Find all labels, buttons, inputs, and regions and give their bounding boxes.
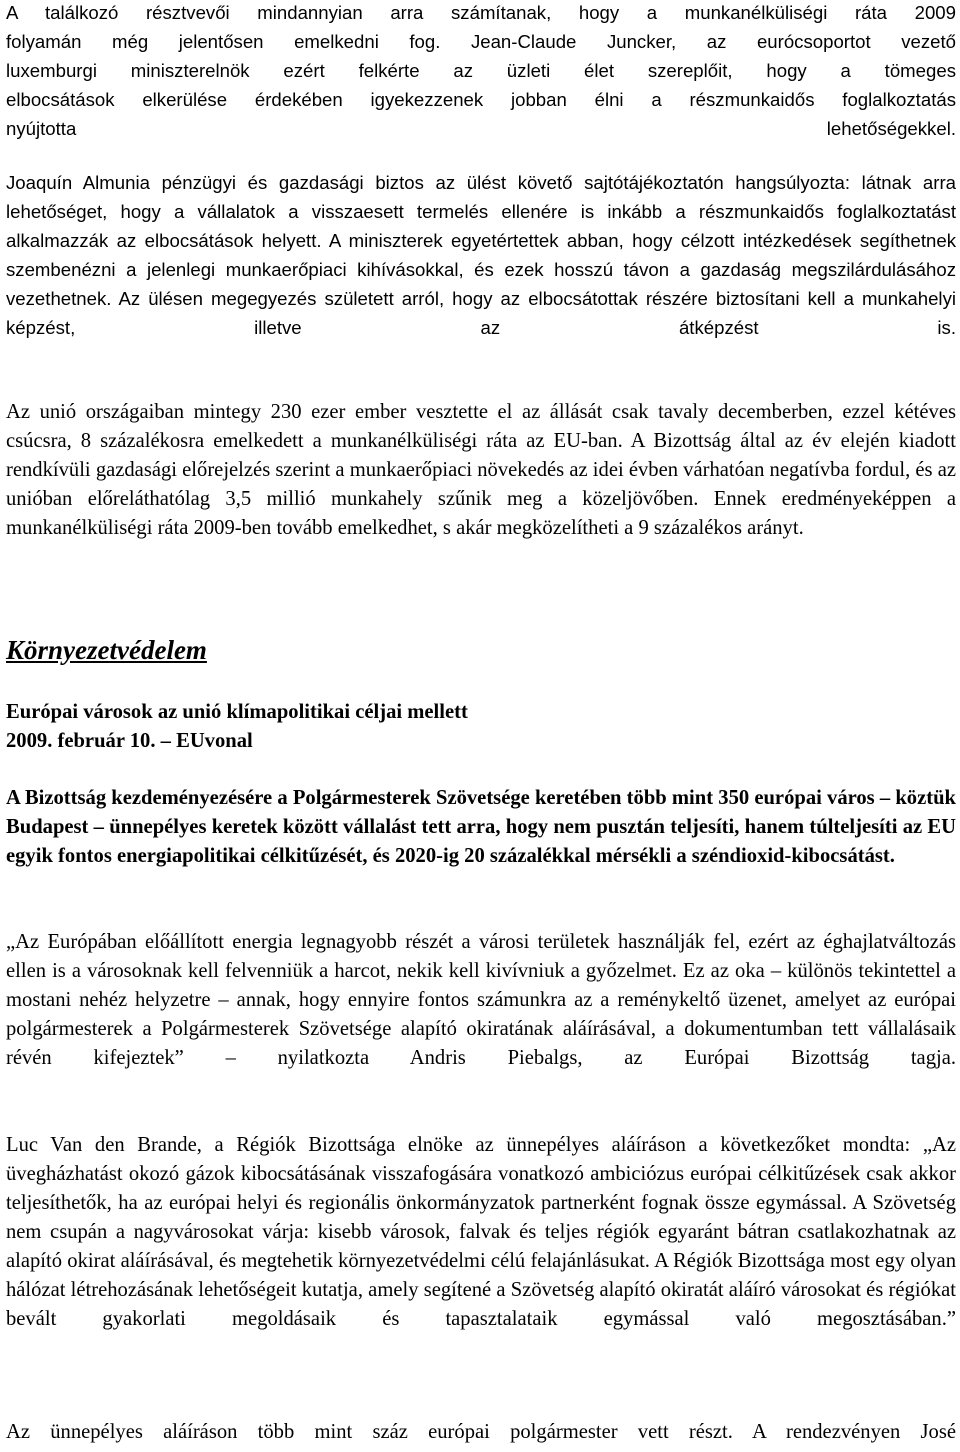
text-line: luxemburgi miniszterelnök ezért felkérte az üzleti élet szereplőit, hogy a tömeges	[6, 60, 956, 81]
text-line: folyamán még jelentősen emelkedni fog. Jean-Claude Juncker, az eurócsoportot vezető	[6, 31, 956, 52]
paragraph-unemployment: Az unió országaiban mintegy 230 ezer ember vesztette el az állását csak tavaly decemberben, ezzel kétéves csúcsra, 8 százalékosra emelkedett a munkanélküliségi ráta az EU-ban. A Bizottság által az év elején kiadott rendkívüli gazdasági előrejelzés szerint a munkaerőpiaci növekedés az idei évben várhatóan negatívba fordul, és az unióban előreláthatólag 3,5 millió munkahely szűnik meg a közeljövőben. Ennek eredményeképpen a munkanélküliségi ráta 2009-ben tovább emelkedhet, s akár megközelítheti a 9 százalékos arányt.	[6, 401, 956, 539]
article-header	[6, 698, 956, 756]
paragraph-van-den-brande-quote: Luc Van den Brande, a Régiók Bizottsága elnöke az ünnepélyes aláíráson a következőket mondta: „Az üvegházhatást okozó gázok kibocsátásának visszafogására vonatkozó ambiciózus európai célkitűzések csak akkor teljesíthetők, ha az európai helyi és regionális önkormányzatok partnerként fognak össze egymással. A Szövetség nem csupán a nagyvárosokat várja: kisebb városok, falvak és teljes régiók egyaránt bátran csatlakozhatnak az alapító okirat aláírásával, és megtehetik környezetvédelmi célú felajánlásukat. A Régiók Bizottsága most egy olyan hálózat létrehozásának lehetőségeit kutatja, amely segítené a Szövetség alapító okiratát aláíró városokat és régiókat bevált gyakorlati megoldásaik és tapasztalataik egymással való megosztásában.”	[6, 1134, 956, 1330]
paragraph-signing-ceremony: Az ünnepélyes aláíráson több mint száz európai polgármester vett részt. A rendezvényen José	[6, 1421, 956, 1443]
paragraph-almunia: Joaquín Almunia pénzügyi és gazdasági biztos az ülést követő sajtótájékoztatón hangsúlyozta: látnak arra lehetőséget, hogy a vállalatok a visszaesett termelés ellenére is inkább a részmunkaidős foglalkoztatást alkalmazzák az elbocsátások helyett. A miniszterek egyetértettek abban, hogy célzott intézkedések segíthetnek szembenézni a jelenlegi munkaerőpiaci kihívásokkal, és ezek hosszú távon a gazdaság megszilárdulásához vezethetnek. Az ülésen megegyezés született arról, hogy az elbocsátottak részére biztosítani kell a munkahelyi képzést, illetve az átképzést is.	[6, 172, 956, 338]
text-line: nyújtotta lehetőségekkel.	[6, 118, 956, 139]
section-heading: Környezetvédelem	[6, 635, 207, 665]
article-title: Európai városok az unió klímapolitikai céljai mellett	[6, 701, 468, 723]
paragraph-piebalgs-quote: „Az Európában előállított energia legnagyobb részét a városi területek használják fel, ezért az éghajlatváltozás ellen is a városoknak kell felvenniük a harcot, nekik kell kivívniuk a győzelmet. Ez az oka – különös tekintettel a mostani nehéz helyzetre – annak, hogy ennyire fontos számunkra az a reménykeltő üzenet, amelyet az európai polgármesterek a Polgármesterek Szövetsége alapító okiratának aláírásával, a dokumentumban tett vállalásaik révén kifejeztek” – nyilatkozta Andris Piebalgs, az Európai Bizottság tagja.	[6, 931, 956, 1069]
article-date-source: 2009. február 10. – EUvonal	[6, 730, 253, 752]
article-lead: A Bizottság kezdeményezésére a Polgármesterek Szövetsége keretében több mint 350 európai város – köztük Budapest – ünnepélyes keretek között vállalást tett arra, hogy nem pusztán teljesíti, hanem túlteljesíti az EU egyik fontos energiapolitikai célkitűzését, és 2020-ig 20 százalékkal mérsékli a széndioxid-kibocsátást.	[6, 787, 956, 867]
paragraph-juncker	[6, 0, 956, 143]
text-line: A találkozó résztvevői mindannyian arra számítanak, hogy a munkanélküliségi ráta 2009	[6, 2, 956, 23]
text-line: elbocsátások elkerülése érdekében igyekezzenek jobban élni a részmunkaidős foglalkoztatás	[6, 89, 956, 110]
